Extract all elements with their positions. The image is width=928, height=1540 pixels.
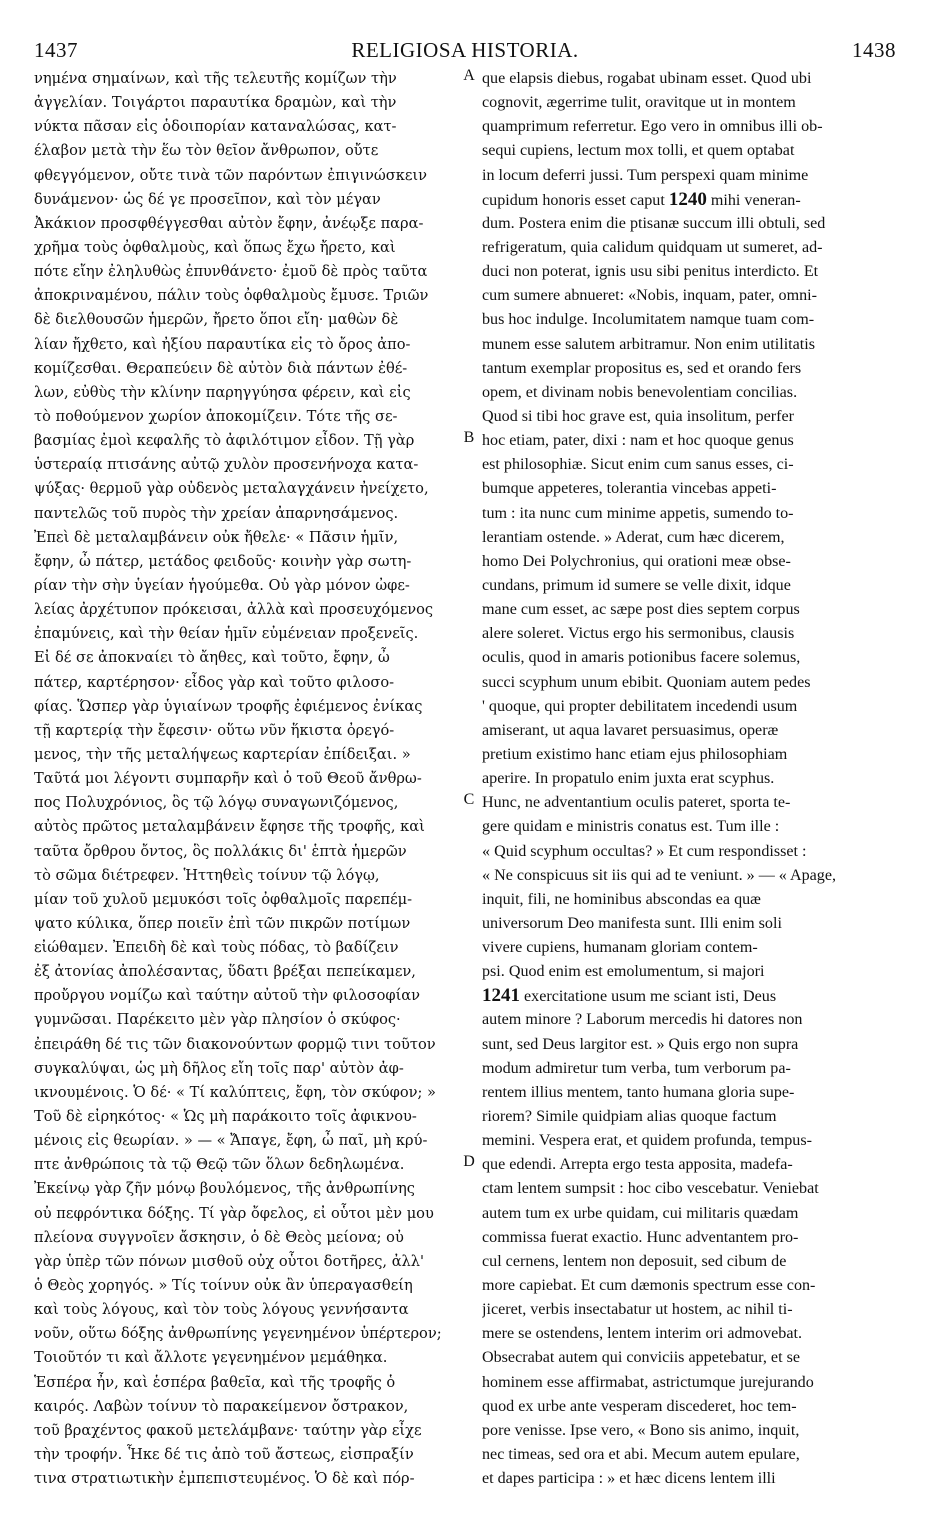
latin-text-line: nec timeas, sed ora et abi. Mecum autem epulare, (482, 1446, 800, 1464)
greek-text-line: αὐτὸς πρῶτος μεταλαμβάνειν ἔφησε τῆς τροφῆς, καὶ (34, 818, 425, 836)
greek-text-line: προὔργου νομίζω καὶ ταύτην αὐτοῦ τὴν φιλοσοφίαν (34, 987, 421, 1005)
latin-text-line: autem minore ? Laborum mercedis hi datores non (482, 1011, 803, 1029)
latin-text-line: Hunc, ne adventantium oculis pateret, sporta te- (482, 794, 791, 812)
latin-text-line: que elapsis diebus, rogabat ubinam esset. Quod ubi (482, 70, 812, 87)
latin-text-line (482, 984, 892, 1008)
margin-letter-d: D (463, 1153, 475, 1170)
greek-text-line: γυμνῶσαι. Παρέκειτο μὲν γὰρ πλησίον ὁ σκύφος· (34, 1011, 401, 1029)
latin-text-line: tum : ita nunc cum minime appetis, sumendo to- (482, 504, 794, 522)
inline-column-number: 1241 (482, 985, 520, 1007)
greek-text-line: ικνουμένοις. Ὁ δέ· « Τί καλύπτεις, ἔφη, τὸν σκύφον; » (34, 1083, 436, 1101)
greek-text-line: ψατο κύλικα, ὅπερ ποιεῖν ἐπὶ τῶν πικρῶν ποτίμων (34, 914, 411, 932)
latin-text-line: bus hoc indulge. Incolumitatem namque tuam com- (482, 311, 815, 329)
greek-text-line: πος Πολυχρόνιος, ὃς τῷ λόγῳ συναγωνιζόμενος, (34, 794, 399, 812)
greek-text-line: ἐπαμύνεις, καὶ τὴν θείαν ἡμῖν εὐμένειαν προξενεῖς. (34, 625, 419, 643)
greek-text-line: Ἑσπέρα ἦν, καὶ ἑσπέρα βαθεῖα, καὶ τῆς τροφῆς ὁ (34, 1373, 396, 1391)
running-title: RELIGIOSA HISTORIA. (351, 38, 579, 62)
latin-text-line: « Ne conspicuus sit iis qui ad te veniunt. » — « Apage, (482, 866, 837, 884)
greek-text-line: νύκτα πᾶσαν εἰς ὁδοιπορίαν καταναλώσας, κατ- (34, 118, 397, 136)
latin-text-line: mere se ostendens, lentem interim ori admovebat. (482, 1325, 802, 1343)
greek-column (34, 67, 456, 1491)
greek-text-line: πλείονα συγγνοῖεν ἄσκησιν, ὁ δὲ Θεὸς μείονα; οὐ (34, 1228, 404, 1246)
latin-text-line: gere quidam e ministris conatus est. Tum ille : (482, 818, 780, 836)
latin-text-line: vivere cupiens, humanam gloriam contem- (482, 939, 758, 957)
latin-text-line: pretium existimo hanc etiam ejus philosophiam (482, 745, 788, 763)
latin-text-line: in locum deferri jussi. Tum perspexi quam minime (482, 166, 809, 184)
greek-text-line: ρίαν τὴν σὴν ὑγείαν ἡγούμεθα. Οὐ γὰρ μόνον ὠφε- (34, 576, 410, 594)
latin-text-line: hoc etiam, pater, dixi : nam et hoc quoque genus (482, 432, 794, 450)
greek-text-line: Ἐπεὶ δὲ μεταλαμβάνειν οὐκ ἤθελε· « Πᾶσιν ἡμῖν, (34, 528, 399, 546)
greek-text-line: παντελῶς τοῦ πυρὸς τὴν χρείαν ἀπαρνησάμενος. (34, 504, 399, 522)
margin-letter-c: C (463, 791, 475, 808)
greek-text-line: ἐπειράθη δέ τις τῶν διακονούντων φορμῷ τινι τοῦτον (34, 1035, 436, 1053)
latin-text-line: alere soleret. Victus ergo his sermonibus, clausis (482, 625, 795, 643)
latin-text-line: sunt, sed Deus largitor est. » Quis ergo non supra (482, 1035, 799, 1053)
greek-text-line: γὰρ ὑπὲρ τῶν πόνων μισθοῦ οὐχ οὗτοι δοτῆρες, ἀλλ' (34, 1252, 425, 1270)
latin-text-line: est philosophiæ. Sicut enim cum sanus esses, ci- (482, 456, 794, 474)
latin-text-line: dum. Postera enim die ptisanæ succum illi obtuli, sed (482, 214, 826, 232)
latin-text-line: hominem esse affirmabat, astrictumque jurejurando (482, 1373, 814, 1391)
latin-text-line: quod ex urbe ante vesperam discederet, hoc tem- (482, 1397, 797, 1415)
latin-text-line: refrigeratum, quia calidum quidquam ut sumeret, ad- (482, 238, 823, 256)
greek-text-line: ὁ Θεὸς χορηγός. » Τίς τοίνυν οὐκ ἂν ὑπεραγασθείη (34, 1277, 413, 1295)
latin-text-line: bumque appeteres, tolerantia vincebas appeti- (482, 480, 777, 498)
running-header (34, 38, 896, 66)
greek-text-line: ἔφην, ὦ πάτερ, μετάδος φειδοῦς· κοινὴν γὰρ σωτη- (34, 552, 412, 570)
greek-text-line: δυνάμενον· ὡς δέ γε προσεῖπον, καὶ τὸν μέγαν (34, 190, 381, 208)
greek-text-line: ὑστεραίᾳ πτισάνης αὐτῷ χυλὸν προσενήνοχα κατα- (34, 456, 419, 474)
greek-text-line: ταῦτα ὄρθρου ὄντος, ὃς πολλάκις δι' ἑπτὰ ἡμερῶν (34, 842, 407, 860)
margin-letter-b: B (463, 429, 475, 446)
greek-text-line: πότε εἴην ἐληλυθὼς ἐπυνθάνετο· ἐμοῦ δὲ πρὸς ταῦτα (34, 263, 428, 281)
latin-text-line: Quod si tibi hoc grave est, quia insolitum, perfer (482, 407, 794, 425)
latin-text-line: ' quoque, qui propter debilitatem incedendi usum (482, 697, 798, 715)
greek-text-line: νημένα σημαίνων, καὶ τῆς τελευτῆς κομίζων τὴν (34, 70, 397, 87)
latin-text-line: duci non poterat, ignis usu sibi penitus interdicto. Et (482, 263, 819, 281)
greek-text-line: λείας ἀρχέτυπον πρόκεισαι, ἀλλὰ καὶ προσευχόμενος (34, 601, 434, 619)
greek-text-line: τινα στρατιωτικὴν ἐμπεπιστευμένος. Ὁ δὲ καὶ πόρ- (34, 1470, 415, 1488)
latin-text-line: succi scyphum unum ebibit. Quoniam autem pedes (482, 673, 811, 691)
greek-text-line: μίαν τοῦ χυλοῦ μεμυκόσι τοῖς ὀφθαλμοῖς παρεπέμ- (34, 890, 413, 908)
greek-text-line: ἀποκριναμένου, πάλιν τοὺς ὀφθαλμοὺς ἔμυσε. Τριῶν (34, 287, 429, 305)
greek-text-line: ἀγγελίαν. Τοιγάρτοι παραυτίκα δραμὼν, καὶ τὴν (34, 94, 397, 112)
greek-text-line: ψύξας· θερμοῦ γὰρ οὐδενὸς μεταλαγχάνειν ἠνείχετο, (34, 480, 429, 498)
latin-text-line: quamprimum referretur. Ego vero in omnibus illi ob- (482, 118, 823, 136)
latin-text-line: pore venisse. Ipse vero, « Bono sis animo, inquit, (482, 1421, 800, 1439)
latin-text-line: et dapes participa : » et hæc dicens lentem illi (482, 1470, 776, 1488)
latin-text-line: munem esse salutem arbitramur. Non enim utilitatis (482, 335, 815, 353)
greek-text-line: κομίζεσθαι. Θεραπεύειν δὲ αὐτὸν διὰ πάντων ἐθέ- (34, 359, 408, 377)
greek-text-line: βασμίας ἐμοὶ κεφαλῆς τὸ ἀφιλότιμον εἶδον. Τῇ γὰρ (34, 432, 415, 450)
greek-text-line: λων, εὐθὺς τὴν κλίνην παρηγγύησα φέρειν, καὶ εἰς (34, 383, 411, 401)
greek-text-line: Ἀκάκιον προσφθέγγεσθαι αὐτὸν ἔφην, ἀνέῳξε παρα- (34, 214, 424, 232)
greek-text-line: Εἰ δέ σε ἀποκναίει τὸ ἄηθες, καὶ τοῦτο, ἔφην, ὦ (34, 649, 390, 667)
greek-text-line: συγκαλύψαι, ὡς μὴ δῆλος εἴη τοῖς παρ' αὐτὸν ἀφ- (34, 1059, 404, 1077)
greek-text-line: νοῦν, οὕτω δόξης ἀνθρωπίνης γεγενημένον ὑπέρτερον; (34, 1325, 442, 1343)
greek-text-line: καὶ τοὺς λόγους, καὶ τὸν τοὺς λόγους γεννήσαντα (34, 1301, 409, 1319)
text-fragment: mihi veneran- (706, 191, 801, 209)
left-page-number: 1437 (34, 38, 78, 62)
greek-text-line: λίαν ἤχθετο, καὶ ἠξίου παραυτίκα εἰς τὸ ὄρος ἀπο- (34, 335, 411, 353)
greek-text-line: τὸ ποθούμενον χωρίον ἀποκομίζειν. Τότε τῆς σε- (34, 407, 398, 425)
latin-text-line: tantum exemplar propositus es, sed et orando fers (482, 359, 802, 377)
greek-text-line: καιρός. Λαβὼν τοίνυν τὸ παρακείμενον ὄστρακον, (34, 1397, 409, 1415)
latin-text-line: psi. Quod enim est emolumentum, si majori (482, 963, 765, 981)
latin-text-line: rentem illius mentem, tanto humana gloria supe- (482, 1083, 795, 1101)
latin-text-line: jiceret, verbis insectabatur ut hostem, ac nihil ti- (482, 1301, 793, 1319)
greek-text-line: φίας. Ὥσπερ γὰρ ὑγιαίνων τροφῆς ἐφιέμενος ἐνίκας (34, 697, 423, 715)
greek-text-line: Τοιοῦτόν τι καὶ ἄλλοτε γεγενημένον μεμάθηκα. (34, 1349, 388, 1367)
latin-text-line: inquit, fili, ne hominibus abscondas ea quæ (482, 890, 761, 908)
latin-text-line: modum admiretur tum verba, tum verborum pa- (482, 1059, 791, 1077)
greek-text-line: πάτερ, καρτέρησον· εἶδος γὰρ καὶ τοῦτο φιλοσο- (34, 673, 395, 691)
latin-text-line: mane cum esset, ac sæpe post dies septem corpus (482, 601, 800, 619)
latin-text-line (482, 188, 892, 212)
right-page-number: 1438 (852, 38, 896, 62)
inline-column-number: 1240 (668, 188, 707, 210)
latin-text-line: que edendi. Arrepta ergo testa apposita, madefa- (482, 1156, 793, 1174)
greek-text-line: χρῆμα τοὺς ὀφθαλμοὺς, καὶ ὅπως ἔχω ἤρετο, καὶ (34, 238, 396, 256)
latin-text-line: more capiebat. Et cum dæmonis spectrum esse con- (482, 1277, 816, 1295)
greek-text-line: έλαβον μετὰ τὴν ἕω τὸν θεῖον ἄνθρωπον, οὔτε (34, 142, 379, 160)
greek-text-line: εἰώθαμεν. Ἐπειδὴ δὲ καὶ τοὺς πόδας, τὸ βαδίζειν (34, 939, 399, 957)
greek-text-line: Τοῦ δὲ εἰρηκότος· « Ὡς μὴ παράκοιτο τοῖς ἀφικνου- (34, 1108, 417, 1126)
greek-text-line: τοῦ βραχέντος φακοῦ μετελάμβανε· ταύτην γὰρ εἶχε (34, 1421, 422, 1439)
latin-text-line: universorum Deo manifesta sunt. Illi enim soli (482, 914, 782, 932)
latin-text-line: homo Dei Polychronius, qui orationi meæ obse- (482, 552, 791, 570)
latin-text-line: ctam lentem sumpsit : hoc cibo vescebatur. Veniebat (482, 1180, 819, 1198)
latin-column (482, 67, 892, 1491)
greek-text-line: δὲ διελθουσῶν ἡμερῶν, ἤρετο ὅποι εἴη· μαθὼν δὲ (34, 311, 399, 329)
latin-text-line: amiserant, ut aqua lavaret persuasimus, operæ (482, 721, 779, 739)
margin-letters (456, 67, 482, 1507)
greek-text-line: μενος, τὴν τῆς μεταλήψεως καρτερίαν ἐπίδειξαι. » (34, 745, 411, 763)
greek-text-line: μένοις εἰς θεωρίαν. » — « Ἄπαγε, ἔφη, ὦ παῖ, μὴ κρύ- (34, 1132, 428, 1150)
latin-text-line: riorem? Simile quidpiam alias quoque factum (482, 1108, 777, 1126)
latin-text-line: lerantiam ostende. » Aderat, cum hæc dicerem, (482, 528, 785, 546)
latin-text-line: opem, et divinam nobis benevolentiam concilias. (482, 383, 798, 401)
text-fragment: exercitatione usum me sciant isti, Deus (520, 988, 777, 1006)
latin-text-line: commissa fuerat exactio. Hunc adventantem pro- (482, 1228, 799, 1246)
latin-text-line: cundans, primum id sumere se velle dixit, idque (482, 576, 791, 594)
latin-text-line: Obsecrabat autem qui conviciis appetebatur, et se (482, 1349, 800, 1367)
latin-text-line: cum sumere abnueret: «Nobis, inquam, pater, omni- (482, 287, 817, 305)
latin-text-line: cognovit, ægerrime tulit, oravitque ut in montem (482, 94, 796, 112)
greek-text-line: οὐ πεφρόντικα δόξης. Τί γὰρ ὄφελος, εἰ οὗτοι μὲν μου (34, 1204, 434, 1222)
greek-text-line: φθεγγόμενον, οὔτε τινὰ τῶν παρόντων ἐπιγινώσκειν (34, 166, 427, 184)
text-fragment: cupidum honoris esset caput (482, 191, 669, 209)
latin-text-line: cul cernens, lentem non deposuit, sed cibum de (482, 1252, 787, 1270)
greek-text-line: ἐξ ἀτονίας ἀπολέσαντας, ὕδατι βρέξαι πεπείκαμεν, (34, 963, 416, 981)
greek-text-line: τὸ σῶμα διέτρεφεν. Ἡττηθεὶς τοίνυν τῷ λόγῳ, (34, 866, 380, 884)
greek-text-line: τὴν τροφήν. Ἧκε δέ τις ἀπὸ τοῦ ἄστεως, εἰσπραξίν (34, 1446, 414, 1464)
latin-text-line: « Quid scyphum occultas? » Et cum respondisset : (482, 842, 807, 860)
greek-text-line: Ἐκείνῳ γὰρ ζῆν μόνῳ βουλόμενος, τῆς ἀνθρωπίνης (34, 1180, 415, 1198)
latin-text-line: sequi cupiens, lectum mox tolli, et quem optabat (482, 142, 795, 160)
latin-text-line: autem tum ex urbe quidam, cui militaris quædam (482, 1204, 799, 1222)
latin-text-line: aperire. In propatulo enim juxta erat scyphus. (482, 770, 775, 788)
greek-text-line: Ταῦτά μοι λέγοντι συμπαρῆν καὶ ὁ τοῦ Θεοῦ ἄνθρω- (34, 770, 422, 788)
greek-text-line: πτε ἀνθρώποις τὰ τῷ Θεῷ τῶν ὅλων δεδηλωμένα. (34, 1156, 405, 1174)
latin-text-line: memini. Vespera erat, et quidem profunda, tempus- (482, 1132, 812, 1150)
margin-letter-a: A (463, 67, 475, 84)
greek-text-line: τῇ καρτερίᾳ τὴν ἔφεσιν· οὕτω νῦν ἥκιστα ὀρεγό- (34, 721, 395, 739)
latin-text-line: oculis, quod in amaris potionibus facere solemus, (482, 649, 801, 667)
